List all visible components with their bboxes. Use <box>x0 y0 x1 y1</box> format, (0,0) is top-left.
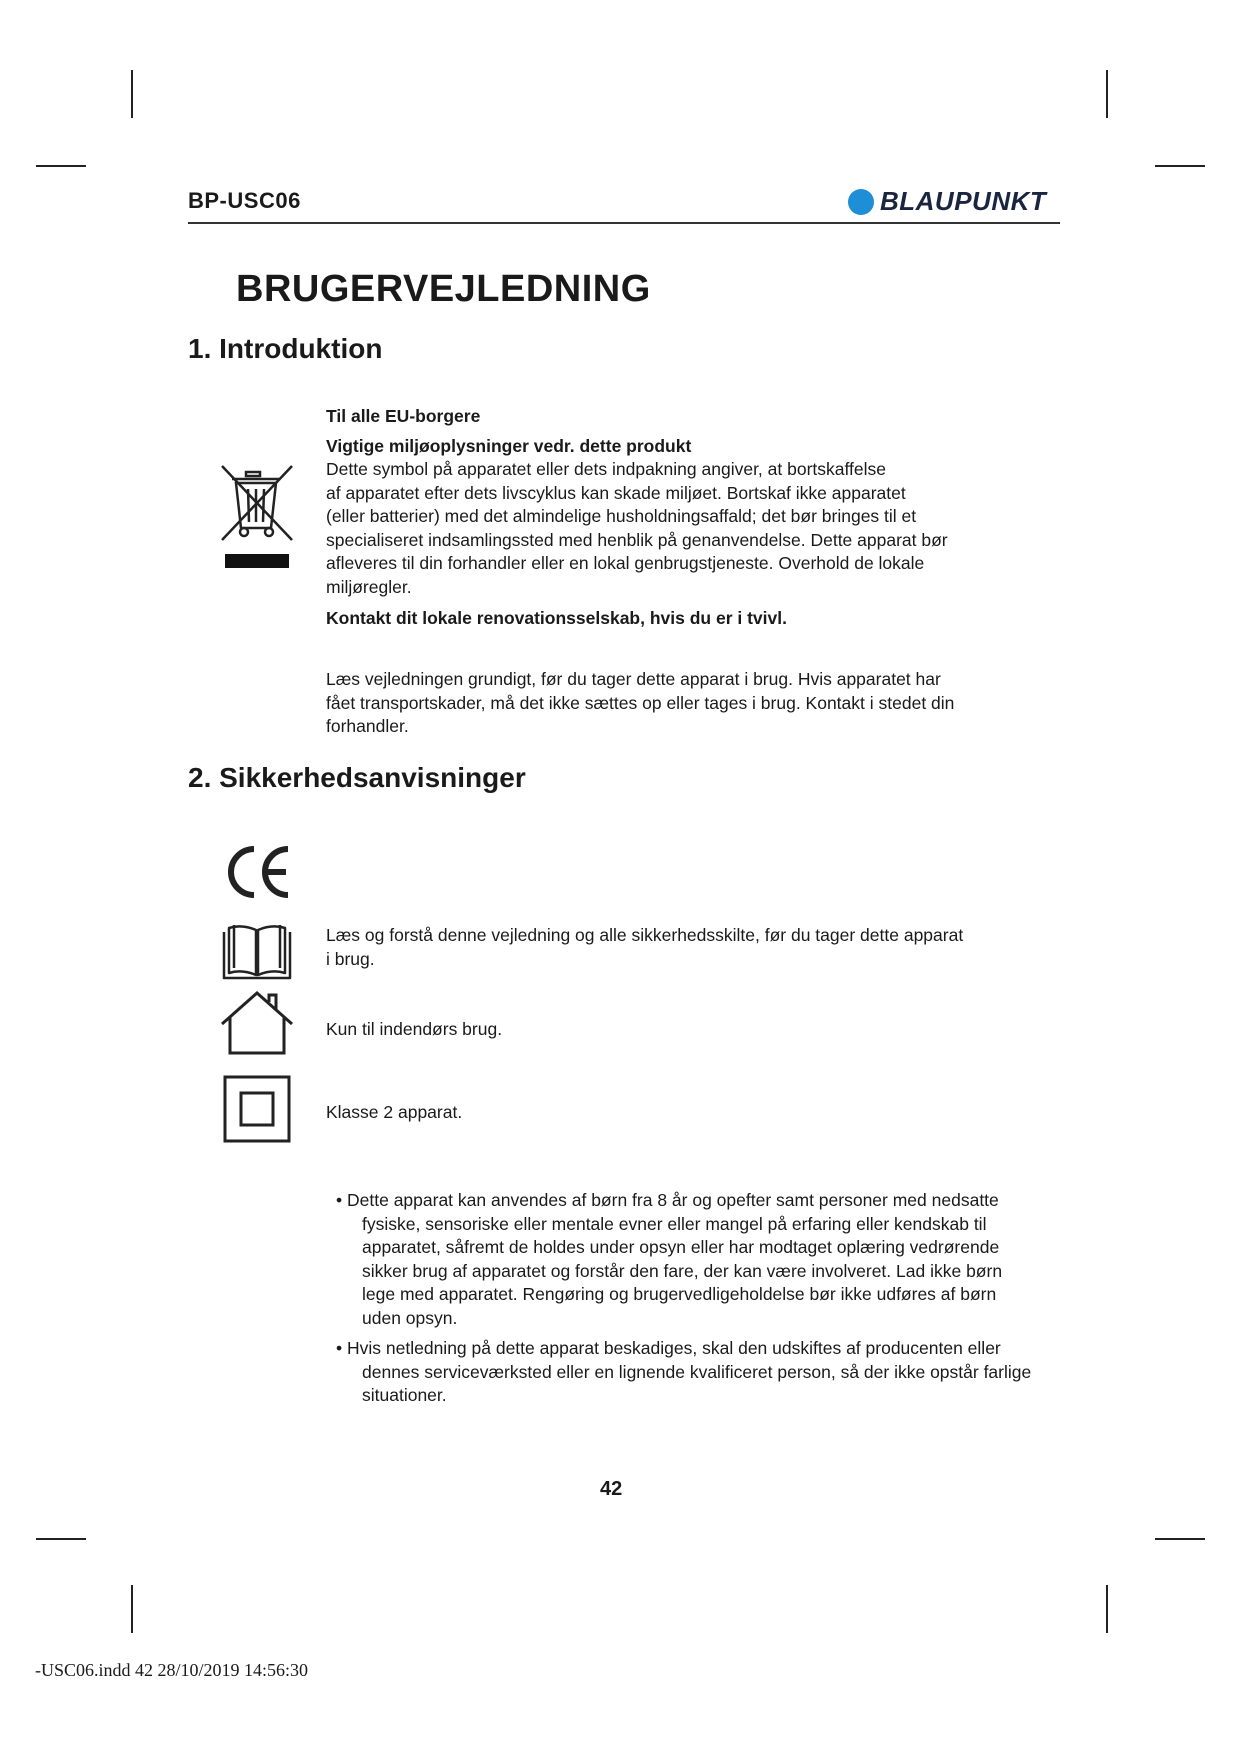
brand-dot-icon <box>848 189 874 215</box>
text-line: Læs vejledningen grundigt, før du tager dette apparat i brug. Hvis apparatet har <box>326 669 941 689</box>
page-title: BRUGERVEJLEDNING <box>236 268 651 310</box>
crop-mark <box>36 1538 86 1540</box>
text-line: i brug. <box>326 948 375 969</box>
list-item <box>336 1337 1032 1408</box>
eu-citizens-heading: Til alle EU-borgere <box>326 406 481 426</box>
bullet-text: Dette apparat kan anvendes af børn fra 8 år og opefter samt personer med nedsatte fysiske, sensoriske eller mentale evner eller mangel på erfaring eller kendskab til apparatet, såfremt de holdes under opsyn eller har modtaget oplæring vedrørende sikker brug af apparatet og forstår den fare, der kan være involveret. Lad ikke børn lege med apparatet. Rengøring og brugervedligeholdelse bør ikke udføres af børn uden opsyn. <box>347 1190 1003 1328</box>
brand-name: BLAUPUNKT <box>880 186 1047 216</box>
page-number: 42 <box>600 1478 623 1500</box>
class2-square-icon <box>223 1075 291 1148</box>
crop-mark <box>131 70 133 118</box>
contact-note: Kontakt dit lokale renovationsselskab, hvis du er i tvivl. <box>326 608 787 628</box>
crop-mark <box>1155 165 1205 167</box>
model-number: BP-USC06 <box>188 188 301 213</box>
list-item <box>336 1189 1032 1330</box>
text-line: (eller batterier) med det almindelige husholdningsaffald; det bør bringes til et <box>326 506 917 526</box>
brand-logo <box>848 186 1046 217</box>
text-line: af apparatet efter dets livscyklus kan skade miljøet. Bortskaf ikke apparatet <box>326 482 906 503</box>
class2-text: Klasse 2 apparat. <box>326 1102 463 1122</box>
bullet-text: Hvis netledning på dette apparat beskadiges, skal den udskiftes af producenten eller dennes serviceværksted eller en lignende kvalificeret person, så der ikke opstår farlige situationer. <box>347 1338 1032 1405</box>
section-heading-introduction: 1. Introduktion <box>188 333 383 364</box>
weee-bin-icon <box>218 462 296 579</box>
environment-heading: Vigtige miljøoplysninger vedr. dette produkt <box>326 436 692 456</box>
text-line: specialiseret indsamlingssted med henblik på genanvendelse. Dette apparat bør <box>326 529 948 550</box>
indoor-use-text: Kun til indendørs brug. <box>326 1019 503 1039</box>
read-manual-text <box>326 924 1026 971</box>
text-line: Dette symbol på apparatet eller dets indpakning angiver, at bortskaffelse <box>326 459 887 479</box>
environment-text <box>326 458 1006 599</box>
crop-mark <box>1106 1585 1108 1633</box>
bullet-glyph: • <box>336 1190 347 1210</box>
text-line: Læs og forstå denne vejledning og alle sikkerhedsskilte, før du tager dette apparat <box>326 925 964 945</box>
bullet-glyph: • <box>336 1338 347 1358</box>
text-line: forhandler. <box>326 716 409 736</box>
read-instructions-text <box>326 668 1026 739</box>
section-heading-safety: 2. Sikkerhedsanvisninger <box>188 762 526 793</box>
text-line: fået transportskader, må det ikke sættes op eller tages i brug. Kontakt i stedet din <box>326 692 955 713</box>
indoor-house-icon <box>219 990 295 1061</box>
crop-mark <box>131 1585 133 1633</box>
header-divider <box>188 222 1060 224</box>
ce-mark-icon <box>224 843 294 906</box>
crop-mark <box>1106 70 1108 118</box>
print-slug: -USC06.indd 42 28/10/2019 14:56:30 <box>35 1660 309 1680</box>
manual-book-icon <box>220 922 294 987</box>
crop-mark <box>1155 1538 1205 1540</box>
text-line: afleveres til din forhandler eller en lokal genbrugstjeneste. Overhold de lokale <box>326 553 925 573</box>
text-line: miljøregler. <box>326 576 412 597</box>
crop-mark <box>36 165 86 167</box>
